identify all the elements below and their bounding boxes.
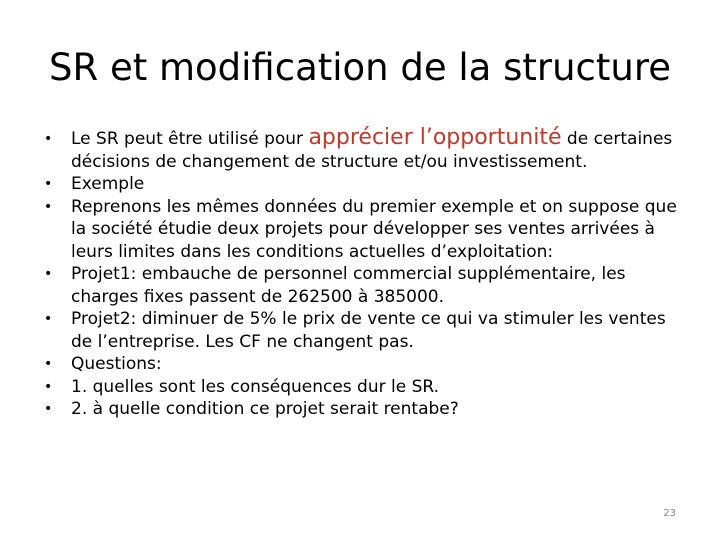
bullet-list: [44, 125, 680, 421]
bullet-text: 2. à quelle condition ce projet serait rentabe?: [71, 399, 459, 419]
bullet-text: Exemple: [71, 174, 145, 194]
bullet-item: [44, 125, 680, 173]
bullet-item: [44, 353, 680, 376]
bullet-text: Projet2: diminuer de 5% le prix de vente ce qui va stimuler les ventes de l’entreprise. Les CF ne changent pas.: [71, 309, 666, 352]
bullet-item: [44, 376, 680, 399]
bullet-icon: •: [44, 198, 53, 215]
bullet-item: [44, 196, 680, 264]
bullet-text: Questions:: [71, 354, 162, 374]
bullet-item: [44, 263, 680, 308]
bullet-icon: •: [44, 378, 53, 395]
bullet-text: 1. quelles sont les conséquences dur le SR.: [71, 376, 440, 397]
emphasis-text: apprécier l’opportunité: [308, 125, 562, 150]
bullet-icon: •: [44, 131, 53, 147]
bullet-icon: •: [44, 311, 53, 327]
bullet-text: Reprenons les mêmes données du premier exemple et on suppose que la société étudie deux projets pour développer ses ventes arrivées à leurs limites dans les conditions actuelles d’exploitation:: [71, 196, 677, 262]
bullet-text: de certaines décisions de changement de structure et/ou investissement.: [71, 129, 673, 172]
page-number: 23: [663, 508, 676, 519]
bullet-icon: •: [44, 266, 53, 282]
bullet-text: Le SR peut être utilisé pour: [71, 129, 309, 149]
bullet-item: [44, 173, 680, 196]
bullet-item: [44, 398, 680, 421]
slide-title: SR et modification de la structure: [48, 46, 672, 89]
bullet-icon: •: [44, 401, 53, 417]
bullet-item: [44, 308, 680, 353]
bullet-icon: •: [44, 356, 53, 372]
bullet-icon: •: [44, 176, 53, 192]
bullet-text: Projet1: embauche de personnel commercial supplémentaire, les charges fixes passent de 262500 à 385000.: [71, 264, 626, 307]
